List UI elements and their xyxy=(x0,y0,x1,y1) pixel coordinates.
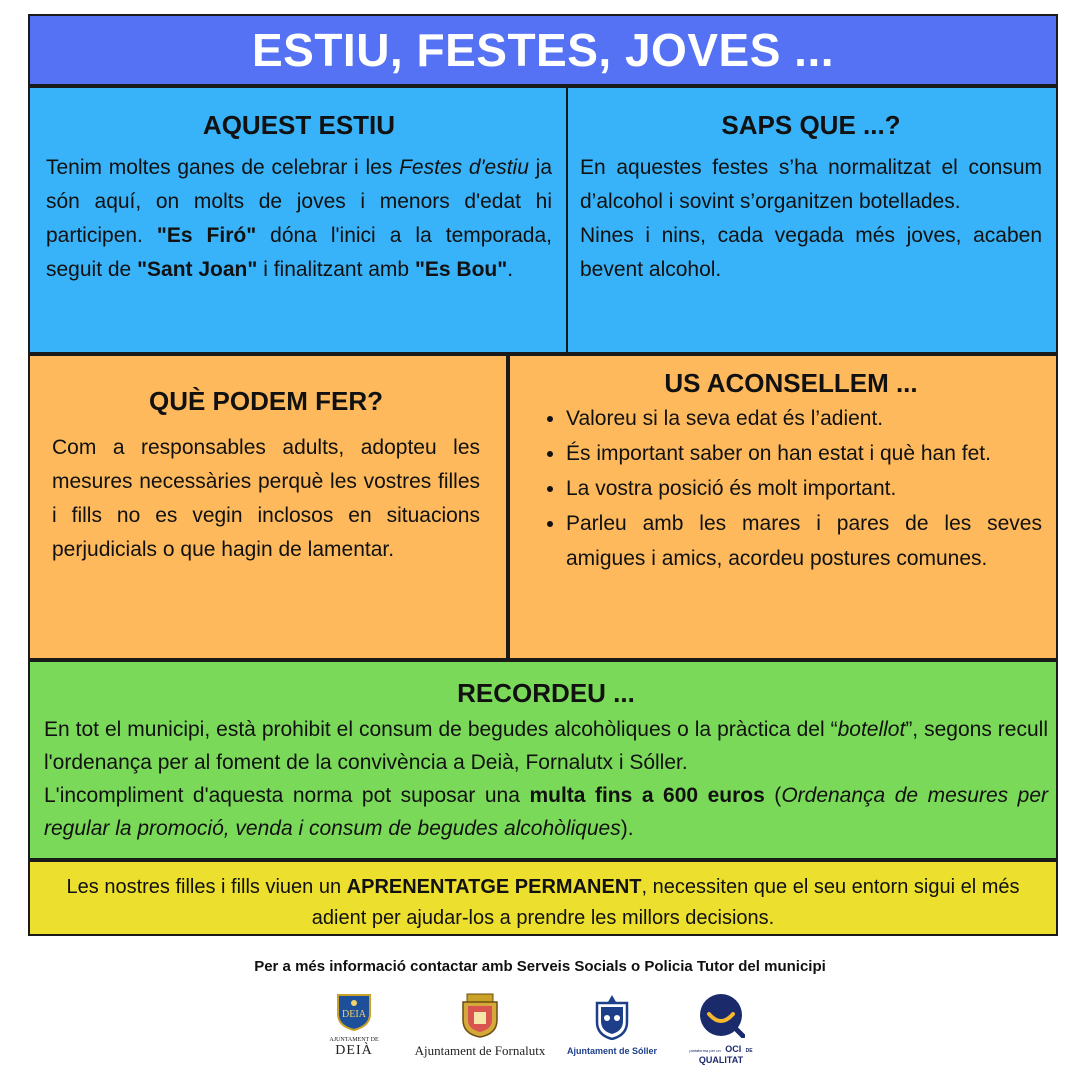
title-banner xyxy=(28,14,1058,86)
section-paragraph: En aquestes festes s’ha normalitzat el consum d’alcohol i sovint s’organitzen botellades. xyxy=(580,156,1042,213)
section-text xyxy=(46,151,552,287)
text-run: ). xyxy=(620,817,634,840)
logo-caption: QUALITAT xyxy=(698,1055,744,1065)
logo-caption-small: AJUNTAMENT DE xyxy=(329,1037,379,1043)
text-run: ( xyxy=(764,784,782,807)
shield-text: DEIA xyxy=(342,1009,366,1020)
text-run: ja són aquí, on molts de joves i menors d'edat hi participen. xyxy=(46,156,553,247)
logo-caption: OCI xyxy=(725,1044,742,1054)
text-bold: APRENENTATGE PERMANENT xyxy=(346,876,642,898)
list-item: • Valoreu si la seva edat és l’adient. xyxy=(566,401,1042,436)
section-aquest-estiu xyxy=(28,86,568,354)
section-recordeu xyxy=(28,660,1058,860)
logo-strip xyxy=(0,992,1080,1067)
logo-caption: DEIÀ xyxy=(335,1043,373,1058)
advice-list xyxy=(540,401,1042,576)
text-italic: botellot xyxy=(837,718,906,741)
text-bold: "Es Bou" xyxy=(414,258,508,281)
fornalutx-logo xyxy=(410,992,550,1059)
text-italic: Festes d'estiu xyxy=(399,156,529,179)
section-saps-que xyxy=(566,86,1058,354)
list-item: • Parleu amb les mares i pares de les seves amigues i amics, acordeu postures comunes. xyxy=(566,506,1042,576)
logo-caption-small: DE xyxy=(745,1048,753,1054)
deia-shield-icon xyxy=(334,992,374,1032)
deia-logo xyxy=(322,992,386,1058)
section-paragraph xyxy=(44,713,1048,779)
soller-crest-icon xyxy=(593,994,631,1040)
logo-caption-small: plataforma per un xyxy=(689,1048,721,1053)
fornalutx-crest-icon xyxy=(459,992,501,1038)
oci-qualitat-logo xyxy=(688,992,754,1065)
logo-caption: Ajuntament de Sóller xyxy=(566,1046,657,1056)
section-paragraph xyxy=(44,779,1048,845)
section-us-aconsellem xyxy=(508,354,1058,660)
oci-smile-icon xyxy=(697,992,745,1038)
closing-message xyxy=(28,860,1058,936)
text-bold: multa fins a 600 euros xyxy=(529,784,765,807)
text-run: i finalitzant amb xyxy=(257,258,415,281)
section-que-podem-fer xyxy=(28,354,508,660)
section-heading: AQUEST ESTIU xyxy=(202,110,396,140)
section-paragraph: Nines i nins, cada vegada més joves, acaben bevent alcohol. xyxy=(580,224,1042,281)
text-bold: "Sant Joan" xyxy=(137,258,258,281)
text-run: L'incompliment d'aquesta norma pot suposar una xyxy=(44,784,530,807)
text-run: Les nostres filles i fills viuen un xyxy=(66,876,347,898)
text-run: , necessiten que el seu entorn sigui el més adient per ajudar-los a prendre les millors decisions. xyxy=(311,876,1020,929)
section-heading: SAPS QUE ...? xyxy=(721,110,901,140)
text-run: Tenim moltes ganes de celebrar i les xyxy=(46,156,400,179)
section-heading: US ACONSELLEM ... xyxy=(664,368,918,398)
text-bold: "Es Firó" xyxy=(156,224,257,247)
text-run: . xyxy=(507,258,514,281)
list-item: • És important saber on han estat i què han fet. xyxy=(566,436,1042,471)
text-italic: Ordenança de mesures per regular la promoció, venda i consum de begudes alcohòliques xyxy=(44,784,1049,840)
list-item: • La vostra posició és molt important. xyxy=(566,471,1042,506)
soller-logo xyxy=(562,994,662,1057)
section-heading: RECORDEU ... xyxy=(457,678,635,708)
section-heading: QUÈ PODEM FER? xyxy=(148,386,383,416)
footer-contact: Per a més informació contactar amb Serveis Socials o Policia Tutor del municipi xyxy=(254,958,826,975)
logo-caption: Ajuntament de Fornalutx xyxy=(414,1043,546,1058)
page-title: ESTIU, FESTES, JOVES ... xyxy=(251,24,835,76)
text-run: ”, segons recull l'ordenança per al foment de la convivència a Deià, Fornalutx i Sóller. xyxy=(44,718,1048,774)
text-run: En tot el municipi, està prohibit el consum de begudes alcohòliques o la pràctica del “ xyxy=(44,718,838,741)
section-text: Com a responsables adults, adopteu les mesures necessàries perquè les vostres filles i fills no es vegin inclosos en situacions perjudicials o que hagin de lamentar. xyxy=(52,436,480,561)
text-run: dóna l'inici a la temporada, seguit de xyxy=(46,224,552,281)
